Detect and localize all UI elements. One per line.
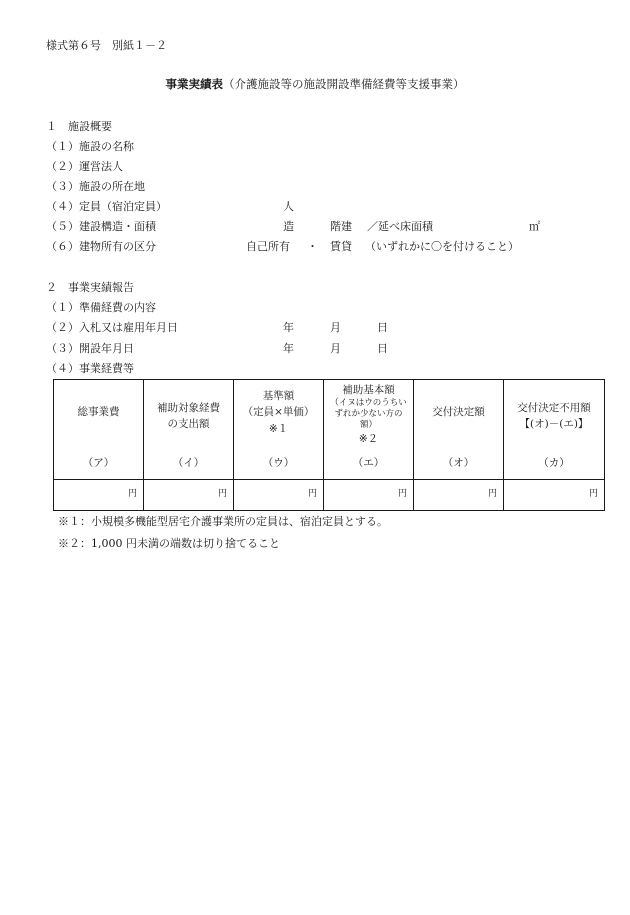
value-cell-e[interactable] bbox=[324, 480, 414, 511]
area-unit: ㎡ bbox=[529, 220, 540, 233]
header-code-u: （ウ） bbox=[262, 456, 295, 469]
header-base-subsidy-line1: 補助基本額 bbox=[342, 384, 395, 396]
yen-unit: 円 bbox=[397, 489, 407, 500]
expense-content-label: （１）準備経費の内容 bbox=[46, 301, 156, 314]
footnote-2: ※２：1,000 円未満の端数は切り捨てること bbox=[58, 537, 280, 550]
header-total-cost-label: 総事業費 bbox=[77, 406, 120, 418]
header-eligible-expense bbox=[144, 380, 234, 480]
value-cell-i[interactable] bbox=[144, 480, 234, 511]
header-grant-decision bbox=[414, 380, 504, 480]
header-eligible-expense-line2: の支出額 bbox=[167, 418, 210, 431]
title-sub: （介護施設等の施設開設準備経費等支援事業） bbox=[223, 77, 465, 91]
operator-label: （２）運営法人 bbox=[46, 160, 123, 173]
header-eligible-expense-line1: 補助対象経費 bbox=[157, 402, 220, 414]
value-cell-u[interactable] bbox=[234, 480, 324, 511]
yen-unit: 円 bbox=[588, 489, 598, 500]
yen-unit: 円 bbox=[307, 489, 317, 500]
header-standard-amount bbox=[234, 380, 324, 480]
yen-unit: 円 bbox=[127, 489, 137, 500]
document-title bbox=[0, 79, 630, 91]
ownership-label: （６）建物所有の区分 bbox=[46, 240, 156, 253]
ownership-separator: ・ bbox=[307, 240, 318, 253]
bid-date-label: （２）入札又は雇用年月日 bbox=[46, 321, 178, 334]
cost-table-header-row bbox=[54, 380, 605, 480]
header-standard-amount-line2: （定員×単価） bbox=[242, 406, 315, 419]
title-main: 事業実績表 bbox=[165, 77, 223, 91]
header-standard-amount-line1: 基準額 bbox=[262, 390, 295, 402]
value-cell-o[interactable] bbox=[414, 480, 504, 511]
header-base-subsidy-note: （イヌはウのうちいずれか少ない方の額） bbox=[330, 398, 407, 431]
header-code-e: （エ） bbox=[352, 456, 385, 469]
header-unused-grant bbox=[504, 380, 605, 480]
opening-day-unit: 日 bbox=[377, 342, 388, 355]
yen-unit: 円 bbox=[487, 489, 497, 500]
header-base-subsidy bbox=[324, 380, 414, 480]
opening-year-unit: 年 bbox=[283, 342, 294, 355]
header-code-i: （イ） bbox=[172, 456, 205, 469]
header-code-a: （ア） bbox=[82, 456, 115, 469]
header-standard-amount-note: ※１ bbox=[268, 422, 289, 435]
structure-unit: 造 bbox=[283, 220, 294, 233]
opening-date-label: （３）開設年月日 bbox=[46, 342, 134, 355]
structure-area-label: （５）建設構造・面積 bbox=[46, 220, 156, 233]
project-costs-label: （４）事業経費等 bbox=[46, 362, 134, 375]
header-unused-grant-line2: 【(オ)－(エ)】 bbox=[519, 418, 589, 431]
facility-name-label: （１）施設の名称 bbox=[46, 140, 134, 153]
cost-table bbox=[53, 379, 605, 511]
bid-day-unit: 日 bbox=[377, 321, 388, 334]
section2-heading: ２ 事業実績報告 bbox=[46, 281, 134, 294]
value-cell-ka[interactable] bbox=[504, 480, 605, 511]
cost-table-value-row bbox=[54, 480, 605, 511]
ownership-note: （いずれかに〇を付けること） bbox=[365, 240, 519, 253]
header-base-subsidy-ref: ※２ bbox=[358, 433, 379, 446]
yen-unit: 円 bbox=[217, 489, 227, 500]
facility-address-label: （３）施設の所在地 bbox=[46, 180, 145, 193]
footnote-1: ※１：小規模多機能型居宅介護事業所の定員は、宿泊定員とする。 bbox=[58, 515, 388, 528]
header-grant-decision-label: 交付決定額 bbox=[432, 406, 485, 418]
floors-unit: 階建 bbox=[330, 220, 352, 233]
header-code-o: （オ） bbox=[442, 456, 475, 469]
bid-year-unit: 年 bbox=[283, 321, 294, 334]
ownership-own: 自己所有 bbox=[246, 240, 290, 253]
floor-area-label: ／延べ床面積 bbox=[367, 220, 433, 233]
opening-month-unit: 月 bbox=[330, 342, 341, 355]
bid-month-unit: 月 bbox=[330, 321, 341, 334]
value-cell-a[interactable] bbox=[54, 480, 144, 511]
capacity-unit: 人 bbox=[283, 200, 294, 213]
header-unused-grant-line1: 交付決定不用額 bbox=[517, 402, 591, 414]
section1-heading: １ 施設概要 bbox=[46, 120, 112, 133]
header-total-cost bbox=[54, 380, 144, 480]
form-number: 様式第６号 別紙１－２ bbox=[46, 39, 167, 52]
header-code-ka: （カ） bbox=[538, 456, 570, 469]
capacity-label: （４）定員（宿泊定員） bbox=[46, 200, 167, 213]
ownership-rent: 賃貸 bbox=[330, 240, 352, 253]
